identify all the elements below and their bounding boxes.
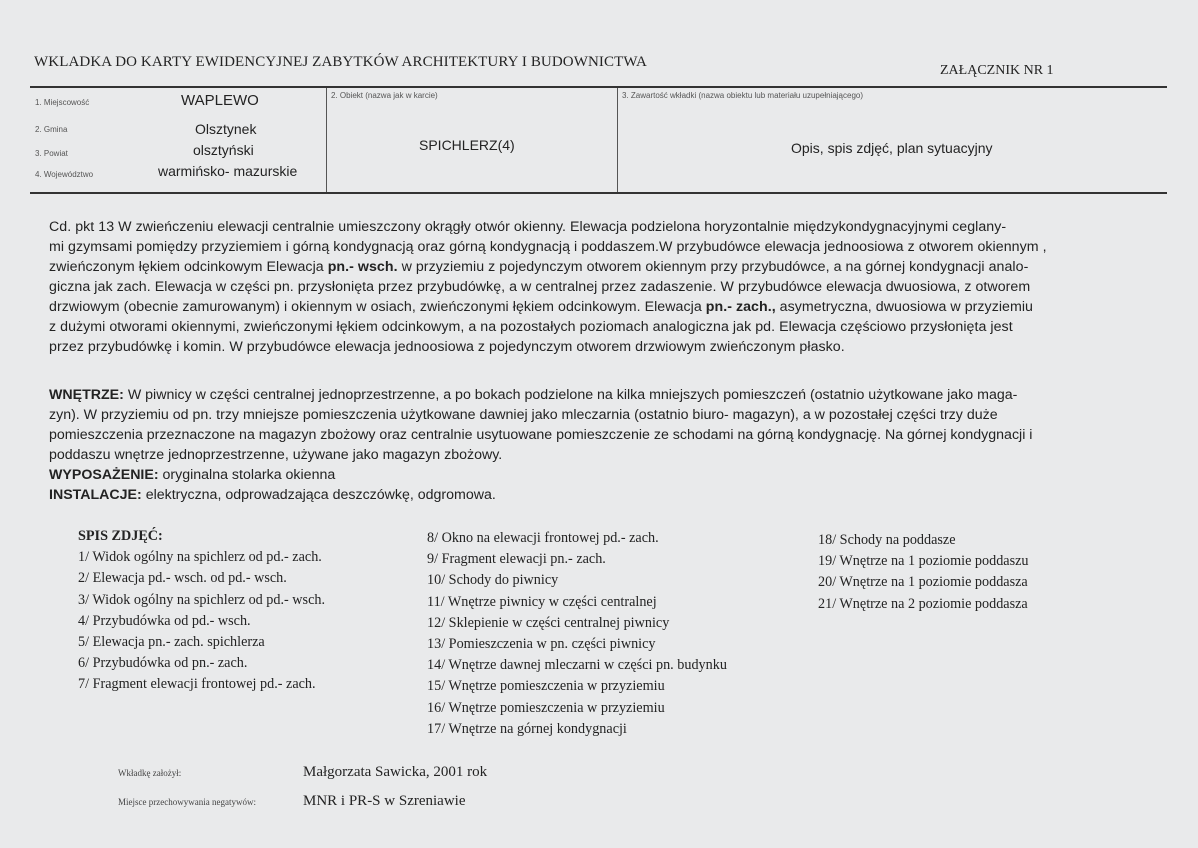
photo-list-item: 15/ Wnętrze pomieszczenia w przyziemiu <box>427 678 665 695</box>
text-fragment: w przyziemiu z pojedynczym otworem okiennym przy przybudówce, a na górnej kondygnacji analo- <box>397 259 1029 275</box>
value-voivodeship: warmińsko- mazurskie <box>158 163 298 179</box>
text-fragment: zyn). W przyziemiu od pn. trzy mniejsze pomieszczenia użytkowane dawniej jako mleczarnia (ostatnio biuro- magazyn), a w pozostałej części trzy duże <box>49 407 998 423</box>
text-fragment: przez przybudówkę i komin. W przybudówce elewacja jednoosiowa z pojedynczym otworem drzwiowym zwieńczonym płasko. <box>49 339 845 355</box>
text-line <box>49 257 1047 277</box>
bold-term: WNĘTRZE: <box>49 387 124 403</box>
photo-list-item: 10/ Schody do piwnicy <box>427 572 559 589</box>
label-county: 3. Powiat <box>35 149 68 158</box>
photo-list-item: 21/ Wnętrze na 2 poziomie poddasza <box>818 595 1028 612</box>
text-fragment: W piwnicy w części centralnej jednoprzestrzenne, a po bokach podzielone na kilka mniejszych pomieszczeń (ostatnio użytkowane jako maga- <box>123 387 1018 403</box>
value-commune: Olsztynek <box>195 121 257 137</box>
storage-label: Miejsce przechowywania negatywów: <box>118 797 256 807</box>
photo-list-item: 7/ Fragment elewacji frontowej pd.- zach. <box>78 676 316 693</box>
text-fragment: asymetryczna, dwuosiowa w przyziemiu <box>775 299 1033 315</box>
label-commune: 2. Gmina <box>35 125 68 134</box>
photo-list-col2 <box>427 528 727 740</box>
text-line <box>49 425 1032 445</box>
header-table <box>30 86 1167 194</box>
bold-term: WYPOSAŻENIE: <box>49 467 159 483</box>
photo-list-item: 8/ Okno na elewacji frontowej pd.- zach. <box>427 530 659 546</box>
photo-list-item: 5/ Elewacja pn.- zach. spichlerza <box>78 633 265 650</box>
label-locality: 1. Miejscowość <box>35 98 90 107</box>
photo-list-item: 3/ Widok ogólny na spichlerz od pd.- wsch. <box>78 591 326 608</box>
text-fragment: poddaszu wnętrze jednoprzestrzenne, używane jako magazyn zbożowy. <box>49 447 503 463</box>
bold-term: pn.- wsch. <box>327 259 398 275</box>
label-content: 3. Zawartość wkładki (nazwa obiektu lub materiału uzupełniającego) <box>622 91 864 100</box>
text-line <box>49 237 1047 257</box>
photo-list-item: 16/ Wnętrze pomieszczenia w przyziemiu <box>427 699 665 716</box>
photo-list-item: 1/ Widok ogólny na spichlerz od pd.- zach. <box>78 549 322 566</box>
text-line <box>49 405 1032 425</box>
annex-number: ZAŁĄCZNIK NR 1 <box>940 63 1054 78</box>
photo-list-item: 9/ Fragment elewacji pn.- zach. <box>427 551 606 568</box>
photo-list-item: 20/ Wnętrze na 1 poziomie poddasza <box>818 574 1028 591</box>
photo-list-heading: SPIS ZDJĘĆ: <box>78 528 163 544</box>
photo-list-item: 6/ Przybudówka od pn.- zach. <box>78 655 248 672</box>
column-divider <box>326 88 327 192</box>
author-value: Małgorzata Sawicka, 2001 rok <box>303 764 488 780</box>
value-county: olsztyński <box>193 142 254 158</box>
text-fragment: pomieszczenia przeznaczone na magazyn zbożowy oraz centralnie usytuowane pomieszczenie ze schodami na górną kondygnację. Na górnej kondygnacji i <box>49 427 1033 443</box>
text-fragment: mi gzymsami pomiędzy przyziemiem i górną kondygnacją oraz górną kondygnacją i poddaszem.W przybudówce elewacja jednoosiowa z otworem okiennym , <box>49 239 1047 255</box>
bold-term: pn.- zach., <box>705 299 776 315</box>
text-fragment: z dużymi otworami okiennymi, zwieńczonymi łękiem odcinkowym, a na pozostałych poziomach analogiczna jak pd. Elewacja częściowo przysłonięta jest <box>49 319 1013 335</box>
photo-list-item: 12/ Sklepienie w części centralnej piwnicy <box>427 614 670 631</box>
text-fragment: elektryczna, odprowadzająca deszczówkę, odgromowa. <box>141 487 496 503</box>
author-label: Wkładkę założył: <box>118 768 182 778</box>
label-voivodeship: 4. Województwo <box>35 170 94 179</box>
photo-list-item: 17/ Wnętrze na górnej kondygnacji <box>427 720 627 737</box>
value-locality: WAPLEWO <box>181 92 259 109</box>
description-paragraph <box>49 217 1047 357</box>
text-fragment: oryginalna stolarka okienna <box>158 467 336 483</box>
value-content: Opis, spis zdjęć, plan sytuacyjny <box>791 140 993 156</box>
text-line <box>49 217 1047 237</box>
photo-list-item: 19/ Wnętrze na 1 poziomie poddaszu <box>818 553 1029 570</box>
photo-list-col3 <box>818 530 1029 615</box>
photo-list-item: 2/ Elewacja pd.- wsch. od pd.- wsch. <box>78 570 287 587</box>
text-fragment: drzwiowym (obecnie zamurowanym) i okiennym w osiach, zwieńczonymi łękiem odcinkowym. Elewacja <box>49 299 706 315</box>
photo-list-item: 11/ Wnętrze piwnicy w części centralnej <box>427 593 657 610</box>
photo-list-item: 18/ Schody na poddasze <box>818 532 956 548</box>
text-fragment: Cd. pkt 13 W zwieńczeniu elewacji centralnie umieszczony okrągły otwór okienny. Elewacja podzielona horyzontalnie międzykondygnacyjnymi ceglany- <box>49 219 1007 235</box>
text-fragment: giczna jak zach. Elewacja w części pn. przysłonięta przez przybudówkę, a w centralnej przez zadaszenie. W przybudówce elewacja dwuosiowa, z otworem <box>49 279 1031 295</box>
interior-section <box>49 385 1032 505</box>
text-line <box>49 277 1047 297</box>
text-line <box>49 465 1032 485</box>
text-line <box>49 317 1047 337</box>
value-object: SPICHLERZ(4) <box>419 137 515 153</box>
text-line <box>49 337 1047 357</box>
photo-list-item: 4/ Przybudówka od pd.- wsch. <box>78 612 251 629</box>
bold-term: INSTALACJE: <box>49 487 142 503</box>
text-line <box>49 297 1047 317</box>
storage-value: MNR i PR-S w Szreniawie <box>303 793 466 809</box>
label-object: 2. Obiekt (nazwa jak w karcie) <box>331 91 438 100</box>
text-line <box>49 445 1032 465</box>
text-line <box>49 385 1032 405</box>
photo-list-item: 13/ Pomieszczenia w pn. części piwnicy <box>427 635 656 652</box>
text-line <box>49 485 1032 505</box>
photo-list-item: 14/ Wnętrze dawnej mleczarni w części pn. budynku <box>427 657 727 674</box>
text-fragment: zwieńczonym łękiem odcinkowym Elewacja <box>49 259 328 275</box>
column-divider <box>617 88 618 192</box>
photo-list-col1 <box>78 526 325 696</box>
document-title: WKLADKA DO KARTY EWIDENCYJNEJ ZABYTKÓW ARCHITEKTURY I BUDOWNICTWA <box>34 54 647 70</box>
